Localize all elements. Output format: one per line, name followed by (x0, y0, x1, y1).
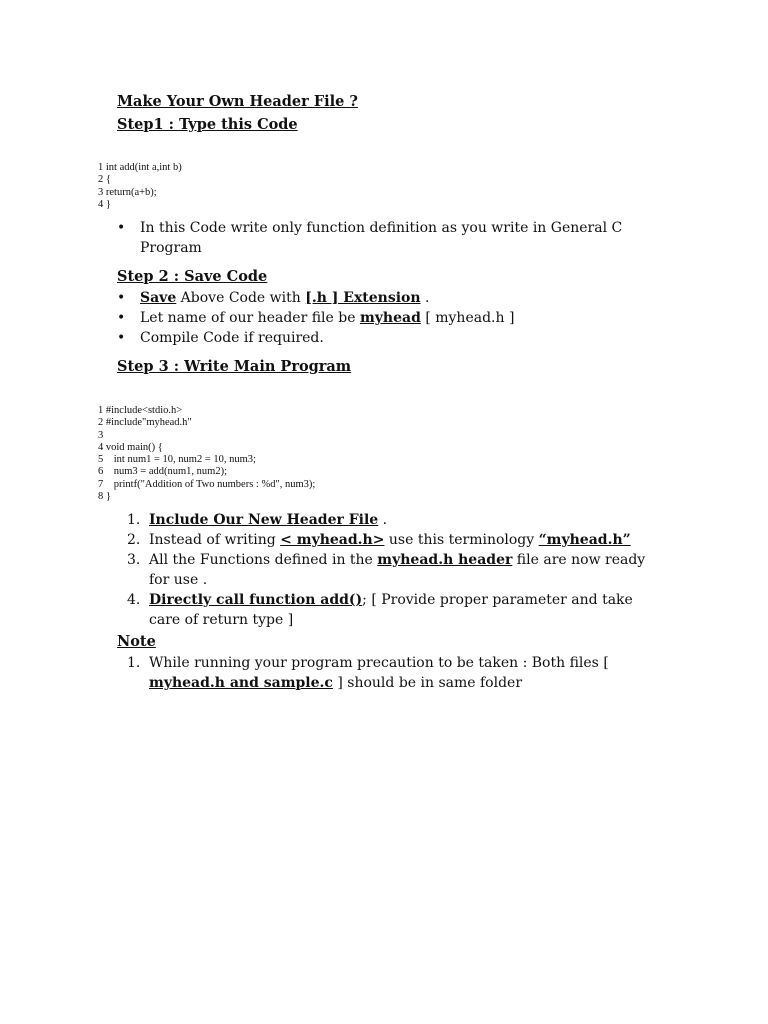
list-item (117, 218, 637, 258)
text: Above Code with (176, 290, 306, 306)
bold-text: Include Our New Header File (149, 512, 379, 528)
step3-heading: Step 3 : Write Main Program (117, 358, 352, 375)
list-item (127, 653, 647, 693)
text: . (420, 290, 430, 306)
text: Compile Code if required. (140, 330, 324, 346)
bold-text: myhead.h and sample.c (149, 675, 333, 691)
note-heading: Note (117, 633, 156, 650)
text: ; [ Provide proper parameter and take care of return type ] (149, 592, 633, 628)
list-item (127, 530, 647, 550)
bold-text: myhead (359, 310, 421, 326)
main-program-list (127, 510, 647, 630)
bold-text: “myhead.h” (538, 532, 631, 548)
step3-code-block: 1 #include<stdio.h> 2 #include"myhead.h" 3 4 void main() { 5 int num1 = 10, num2 = 10, num3; 6 num3 = add(num1, num2); 7 printf("Addition of Two numbers : %d", num3); 8 } (98, 405, 316, 503)
text: Instead of writing (149, 532, 281, 548)
bold-text: Save (140, 290, 177, 306)
text: [ myhead.h ] (420, 310, 515, 326)
text: file are now ready for use . (149, 552, 646, 588)
step1-heading: Step1 : Type this Code (117, 116, 298, 133)
list-number: 1. (127, 512, 141, 528)
bold-text: myhead.h header (377, 552, 513, 568)
list-item (127, 510, 647, 530)
bullet-icon: • (117, 310, 126, 326)
list-item (117, 328, 637, 348)
list-number: 2. (127, 532, 141, 548)
step2-heading: Step 2 : Save Code (117, 268, 268, 285)
text: Let name of our header file be (140, 310, 360, 326)
bold-text: [.h ] Extension (305, 290, 421, 306)
list-item (127, 550, 647, 590)
list-item (117, 288, 637, 308)
text: use this terminology (384, 532, 539, 548)
bold-text: < myhead.h> (280, 532, 385, 548)
list-item (117, 308, 637, 328)
step2-bullets (117, 288, 637, 348)
list-item (127, 590, 647, 630)
step1-bullets (117, 218, 637, 258)
bullet-icon: • (117, 330, 126, 346)
bullet-icon: • (117, 220, 126, 236)
note-list (127, 653, 647, 693)
bullet-icon: • (117, 290, 126, 306)
bold-text: Directly call function add() (149, 592, 363, 608)
list-number: 4. (127, 592, 141, 608)
bullet-text: In this Code write only function definition as you write in General C Program (140, 220, 623, 256)
text: While running your program precaution to be taken : Both files [ (149, 655, 609, 671)
text: . (378, 512, 388, 528)
text: All the Functions defined in the (149, 552, 378, 568)
document-title: Make Your Own Header File ? (117, 93, 358, 110)
list-number: 3. (127, 552, 141, 568)
step1-code-block: 1 int add(int a,int b) 2 { 3 return(a+b); 4 } (98, 162, 182, 210)
list-number: 1. (127, 655, 141, 671)
text: ] should be in same folder (332, 675, 523, 691)
